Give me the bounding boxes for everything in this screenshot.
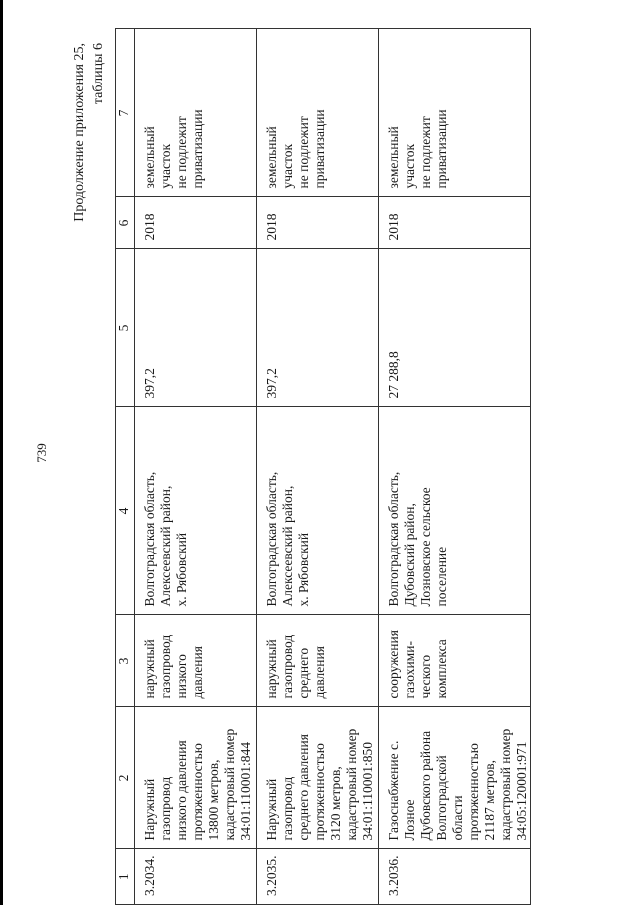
scan-edge xyxy=(0,0,3,905)
note-line: участок xyxy=(280,143,295,189)
note-line: земельный xyxy=(264,126,279,189)
year-cell: 2018 xyxy=(257,197,379,249)
note-line: приватизации xyxy=(312,109,327,189)
value-cell: 397,2 xyxy=(135,249,257,407)
address-line: Волгоградская область, xyxy=(386,471,401,607)
object-type-line: наружный xyxy=(142,639,157,699)
appendix-caption xyxy=(70,43,108,905)
column-header: 7 xyxy=(116,29,135,197)
object-name-line: 34:05:120001:971 xyxy=(514,741,529,841)
object-type-line: газопровод xyxy=(158,634,173,699)
object-name-line: кадастровый номер xyxy=(344,728,359,841)
value-cell: 27 288,8 xyxy=(379,249,531,407)
object-name-line: 34:01:110001:844 xyxy=(238,741,253,841)
column-header: 4 xyxy=(116,407,135,615)
object-type-cell xyxy=(379,615,531,707)
object-type-line: газохими- xyxy=(402,641,417,699)
table-row xyxy=(379,29,531,905)
page-number: 739 xyxy=(33,443,49,463)
column-header: 5 xyxy=(116,249,135,407)
address-line: Алексеевский район, xyxy=(158,485,173,607)
object-name-cell xyxy=(257,707,379,849)
rotated-sheet xyxy=(70,25,630,905)
address-line: поселение xyxy=(434,546,449,607)
object-name-line: 34:01:110001:850 xyxy=(360,741,375,841)
address-cell xyxy=(379,407,531,615)
object-name-line: протяженностью xyxy=(190,743,205,841)
object-name-line: кадастровый номер xyxy=(222,728,237,841)
caption-line-2: таблицы 6 xyxy=(91,43,106,105)
column-header: 6 xyxy=(116,197,135,249)
address-line: Дубовский район, xyxy=(402,503,417,607)
object-type-cell xyxy=(135,615,257,707)
table-row xyxy=(257,29,379,905)
note-line: не подлежит xyxy=(174,116,189,189)
object-type-line: ческого xyxy=(418,654,433,699)
object-name-line: 3120 метров, xyxy=(328,766,343,841)
note-line: не подлежит xyxy=(418,116,433,189)
column-header: 2 xyxy=(116,707,135,849)
value-cell: 397,2 xyxy=(257,249,379,407)
object-type-line: сооружения xyxy=(386,630,401,699)
object-name-cell xyxy=(379,707,531,849)
table-row xyxy=(135,29,257,905)
address-line: Алексеевский район, xyxy=(280,485,295,607)
object-type-line: низкого xyxy=(174,654,189,699)
object-type-line: газопровод xyxy=(280,634,295,699)
note-line: участок xyxy=(402,143,417,189)
caption-line-1: Продолжение приложения 25, xyxy=(72,43,87,222)
note-line: земельный xyxy=(142,126,157,189)
object-name-line: Волгоградской области xyxy=(434,755,465,841)
note-line: приватизации xyxy=(434,109,449,189)
note-cell xyxy=(135,29,257,197)
note-line: земельный xyxy=(386,126,401,189)
object-type-line: наружный xyxy=(264,639,279,699)
object-name-line: протяженностью xyxy=(466,743,481,841)
object-name-line: протяженностью xyxy=(312,743,327,841)
object-name-line: среднего давления xyxy=(296,734,311,841)
address-line: Волгоградская область, xyxy=(142,471,157,607)
object-name-line: кадастровый номер xyxy=(498,728,513,841)
object-name-line: Наружный газопровод xyxy=(264,776,295,841)
address-cell xyxy=(257,407,379,615)
object-type-cell xyxy=(257,615,379,707)
address-line: Лозновское сельское xyxy=(418,487,433,607)
address-line: х. Рябовский xyxy=(296,532,311,607)
object-name-line: Газоснабжение с. Лозное xyxy=(386,740,417,841)
address-line: х. Рябовский xyxy=(174,532,189,607)
object-name-cell xyxy=(135,707,257,849)
object-name-line: 21187 метров, xyxy=(482,760,497,841)
note-line: участок xyxy=(158,143,173,189)
property-table xyxy=(115,29,531,905)
note-line: не подлежит xyxy=(296,116,311,189)
year-cell: 2018 xyxy=(379,197,531,249)
row-number-cell: 3.2036. xyxy=(379,849,531,905)
year-cell: 2018 xyxy=(135,197,257,249)
object-name-line: Наружный газопровод xyxy=(142,776,173,841)
note-cell xyxy=(257,29,379,197)
note-cell xyxy=(379,29,531,197)
object-name-line: низкого давления xyxy=(174,740,189,841)
address-cell xyxy=(135,407,257,615)
object-name-line: Дубовского района xyxy=(418,730,433,841)
column-header: 1 xyxy=(116,849,135,905)
row-number-cell: 3.2034. xyxy=(135,849,257,905)
address-line: Волгоградская область, xyxy=(264,471,279,607)
object-type-line: давления xyxy=(312,646,327,699)
object-name-line: 13800 метров, xyxy=(206,759,221,841)
table-body xyxy=(135,29,531,905)
column-number-row xyxy=(116,29,135,905)
object-type-line: давления xyxy=(190,646,205,699)
row-number-cell: 3.2035. xyxy=(257,849,379,905)
column-header: 3 xyxy=(116,615,135,707)
note-line: приватизации xyxy=(190,109,205,189)
object-type-line: среднего xyxy=(296,647,311,699)
object-type-line: комплекса xyxy=(434,639,449,699)
